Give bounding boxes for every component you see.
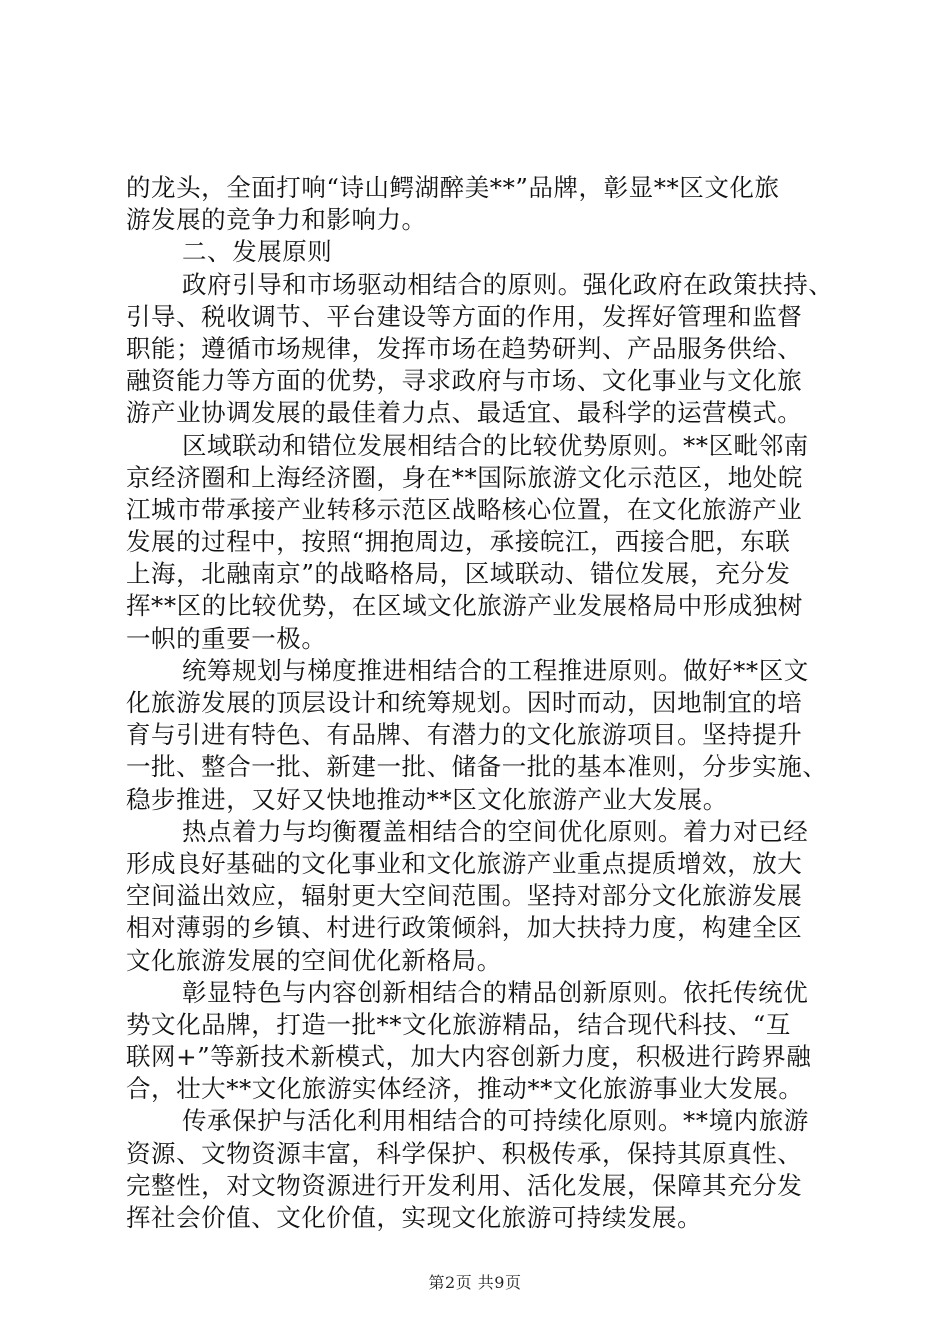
text-line: 上海，北融南京”的战略格局，区域联动、错位发展，充分发 [126,559,791,589]
text-line: 形成良好基础的文化事业和文化旅游产业重点提质增效，放大 [126,848,803,878]
text-line: 游产业协调发展的最佳着力点、最适宜、最科学的运营模式。 [126,398,803,428]
text-line: 引导、税收调节、平台建设等方面的作用，发挥好管理和监督 [126,301,803,331]
text-line: 的龙头，全面打响“诗山鳄湖醉美**”品牌，彰显**区文化旅 [126,173,780,202]
text-line: 化旅游发展的顶层设计和统筹规划。因时而动，因地制宜的培 [126,688,803,717]
text-line: 二、发展原则 [182,237,333,267]
text-line: 彰显特色与内容创新相结合的精品创新原则。依托传统优 [182,977,809,1007]
text-line: 职能；遵循市场规律，发挥市场在趋势研判、产品服务供给、 [126,333,803,363]
text-line: 一帜的重要一极。 [126,623,327,653]
page-number-footer: 第2页 共9页 [428,1273,522,1292]
text-line: 融资能力等方面的优势，寻求政府与市场、文化事业与文化旅 [126,366,803,396]
text-line: 区域联动和错位发展相结合的比较优势原则。**区毗邻南 [182,430,809,460]
text-line: 游发展的竞争力和影响力。 [126,205,427,235]
text-line: 发展的过程中，按照“拥抱周边，承接皖江，西接合肥，东联 [126,527,791,557]
text-line: 联网+”等新技术新模式，加大内容创新力度，积极进行跨界融 [126,1042,812,1072]
document-body [126,172,834,1234]
text-line: 江城市带承接产业转移示范区战略核心位置，在文化旅游产业 [126,494,803,524]
text-line: 育与引进有特色、有品牌、有潜力的文化旅游项目。坚持提升 [126,720,803,750]
text-line: 挥社会价值、文化价值，实现文化旅游可持续发展。 [126,1203,703,1232]
text-line: 统筹规划与梯度推进相结合的工程推进原则。做好**区文 [182,655,809,685]
text-line: 文化旅游发展的空间优化新格局。 [126,945,502,975]
text-line: 势文化品牌，打造一批**文化旅游精品，结合现代科技、“互 [126,1009,791,1039]
text-line: 京经济圈和上海经济圈，身在**国际旅游文化示范区，地处皖 [126,462,803,492]
text-line: 热点着力与均衡覆盖相结合的空间优化原则。着力对已经 [182,816,809,846]
text-line: 相对薄弱的乡镇、村进行政策倾斜，加大扶持力度，构建全区 [126,913,803,943]
text-line: 空间溢出效应，辐射更大空间范围。坚持对部分文化旅游发展 [126,881,803,911]
text-line: 资源、文物资源丰富，科学保护、积极传承，保持其原真性、 [126,1138,803,1168]
text-line: 合，壮大**文化旅游实体经济，推动**文化旅游事业大发展。 [126,1074,804,1104]
text-line: 政府引导和市场驱动相结合的原则。强化政府在政策扶持、 [182,269,834,299]
text-line: 传承保护与活化利用相结合的可持续化原则。**境内旅游 [182,1106,809,1136]
text-line: 挥**区的比较优势，在区域文化旅游产业发展格局中形成独树 [126,591,803,621]
text-line: 完整性，对文物资源进行开发利用、活化发展，保障其充分发 [126,1170,803,1200]
text-line: 一批、整合一批、新建一批、储备一批的基本准则，分步实施、 [126,752,828,782]
text-line: 稳步推进，又好又快地推动**区文化旅游产业大发展。 [126,784,728,814]
